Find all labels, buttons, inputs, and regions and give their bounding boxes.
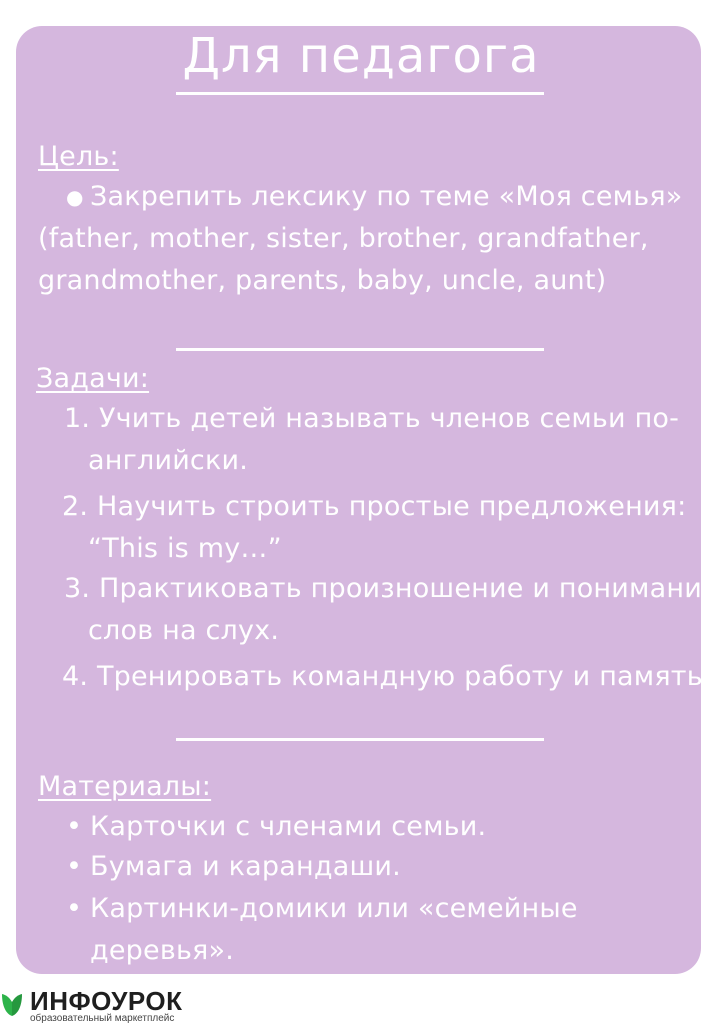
goal-line-3: grandmother, parents, baby, uncle, aunt) xyxy=(38,265,607,296)
task-3-line-1: 3. Практиковать произношение и понимание xyxy=(64,573,719,604)
goal-heading: Цель: xyxy=(38,141,119,172)
infourok-logo[interactable] xyxy=(0,988,240,1024)
logo-brand-name: ИНФОУРОК xyxy=(30,986,183,1016)
leaf-logo-icon xyxy=(0,990,24,1018)
materials-bullet-2: • xyxy=(66,851,83,882)
logo-tagline: образовательный маркетплейс xyxy=(30,1013,175,1024)
materials-bullet-3: • xyxy=(66,893,83,924)
task-2-line-1: 2. Научить строить простые предложения: xyxy=(62,491,687,522)
materials-bullet-1: • xyxy=(66,811,83,842)
task-1-line-1: 1. Учить детей называть членов семьи по- xyxy=(64,403,680,434)
task-2-line-2: “This is my…” xyxy=(88,533,282,564)
task-1-line-2: английски. xyxy=(88,445,249,476)
goal-line-2: (father, mother, sister, brother, grandfather, xyxy=(38,223,649,254)
task-3-line-2: слов на слух. xyxy=(88,615,280,646)
materials-item-3-cont: деревья». xyxy=(90,935,234,966)
materials-heading: Материалы: xyxy=(38,771,212,802)
goal-bullet: ● xyxy=(66,185,84,209)
materials-item-3: Картинки-домики или «семейные xyxy=(90,893,578,924)
tasks-heading: Задачи: xyxy=(36,363,150,394)
materials-item-2: Бумага и карандаши. xyxy=(90,851,401,882)
goal-line-1: Закрепить лексику по теме «Моя семья» xyxy=(90,181,683,212)
materials-item-1: Карточки с членами семьи. xyxy=(90,811,487,842)
page-title: Для педагога xyxy=(182,28,540,84)
task-4-line-1: 4. Тренировать командную работу и память. xyxy=(62,661,712,692)
section-divider xyxy=(176,348,544,351)
title-underline xyxy=(176,92,544,95)
section-divider xyxy=(176,738,544,741)
